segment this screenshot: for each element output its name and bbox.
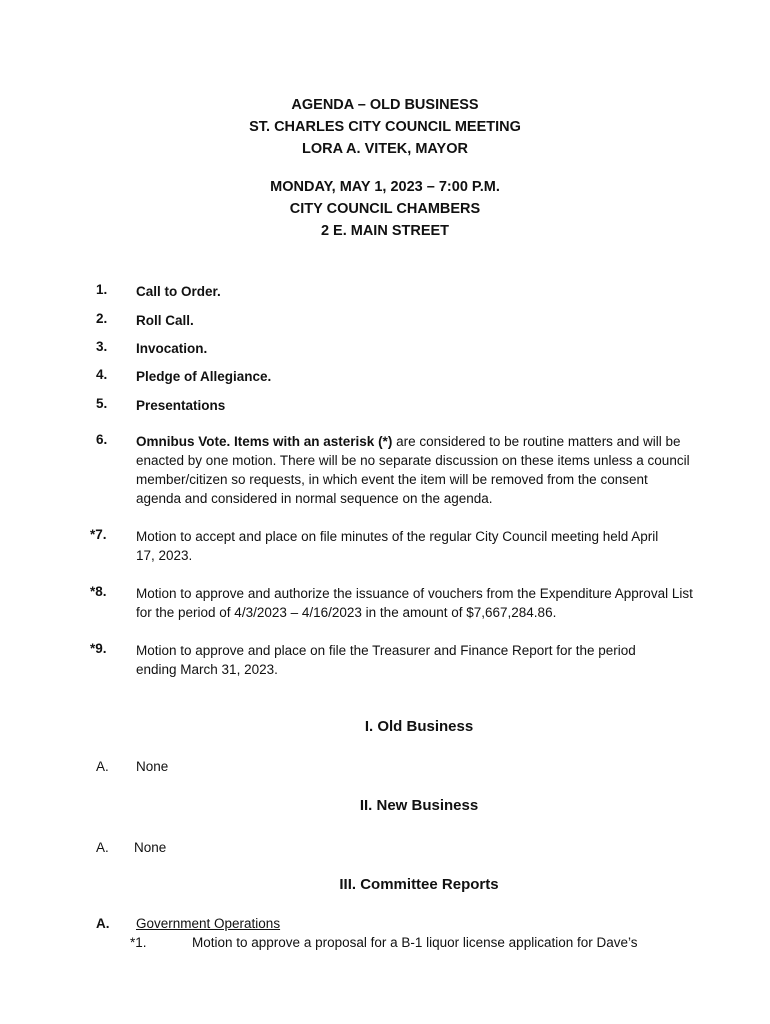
meeting-location: CITY COUNCIL CHAMBERS (289, 201, 481, 217)
item-text: Call to Order. (136, 284, 221, 299)
item-number: 1. (96, 282, 108, 297)
meeting-address: 2 E. MAIN STREET (320, 223, 450, 239)
section-letter: A. (96, 840, 109, 855)
omnibus-body: are considered to be routine matters and will be enacted by one motion. There will be no separate discussion on these items unless a council member/citizen so requests, in which event the item will be removed from the consent agenda and considered in normal sequence on the agenda. (136, 434, 690, 506)
section-text: None (134, 840, 167, 855)
item-text: Motion to approve and place on file the Treasurer and Finance Report for the period ending March 31, 2023. (136, 643, 636, 677)
subsection-heading: Government Operations (136, 916, 281, 931)
item-text: Invocation. (136, 341, 208, 356)
header-title: AGENDA – OLD BUSINESS (291, 97, 479, 113)
omnibus-heading: Omnibus Vote. Items with an asterisk (*) (136, 434, 393, 449)
item-number: 6. (96, 432, 108, 447)
item-text: Pledge of Allegiance. (136, 369, 272, 384)
item-number: *8. (90, 584, 107, 599)
section-letter: A. (96, 759, 109, 774)
sub-item-number: *1. (130, 935, 147, 950)
item-number: 2. (96, 311, 108, 326)
item-text-omnibus (136, 432, 696, 508)
item-number: 4. (96, 367, 108, 382)
meeting-details (0, 176, 770, 242)
section-heading-new-business: II. New Business (359, 797, 479, 814)
item-text: Presentations (136, 398, 226, 413)
item-number: 3. (96, 339, 108, 354)
section-letter: A. (96, 916, 110, 931)
section-heading-old-business: I. Old Business (364, 718, 474, 735)
header-meeting: ST. CHARLES CITY COUNCIL MEETING (249, 119, 521, 135)
agenda-header (0, 94, 770, 160)
item-number: *9. (90, 641, 107, 656)
header-mayor: LORA A. VITEK, MAYOR (302, 141, 468, 157)
item-number: *7. (90, 527, 107, 542)
item-text: Roll Call. (136, 313, 194, 328)
section-heading-committee-reports: III. Committee Reports (339, 876, 499, 893)
item-text: Motion to approve and authorize the issuance of vouchers from the Expenditure Approval List for the period of 4/3/2023 – 4/16/2023 in the amount of $7,667,284.86. (136, 586, 693, 620)
item-text: Motion to accept and place on file minutes of the regular City Council meeting held April 17, 2023. (136, 529, 659, 563)
sub-item-text: Motion to approve a proposal for a B-1 liquor license application for Dave’s (192, 935, 638, 950)
item-number: 5. (96, 396, 108, 411)
section-text: None (136, 759, 169, 774)
meeting-date: MONDAY, MAY 1, 2023 – 7:00 P.M. (270, 179, 500, 195)
